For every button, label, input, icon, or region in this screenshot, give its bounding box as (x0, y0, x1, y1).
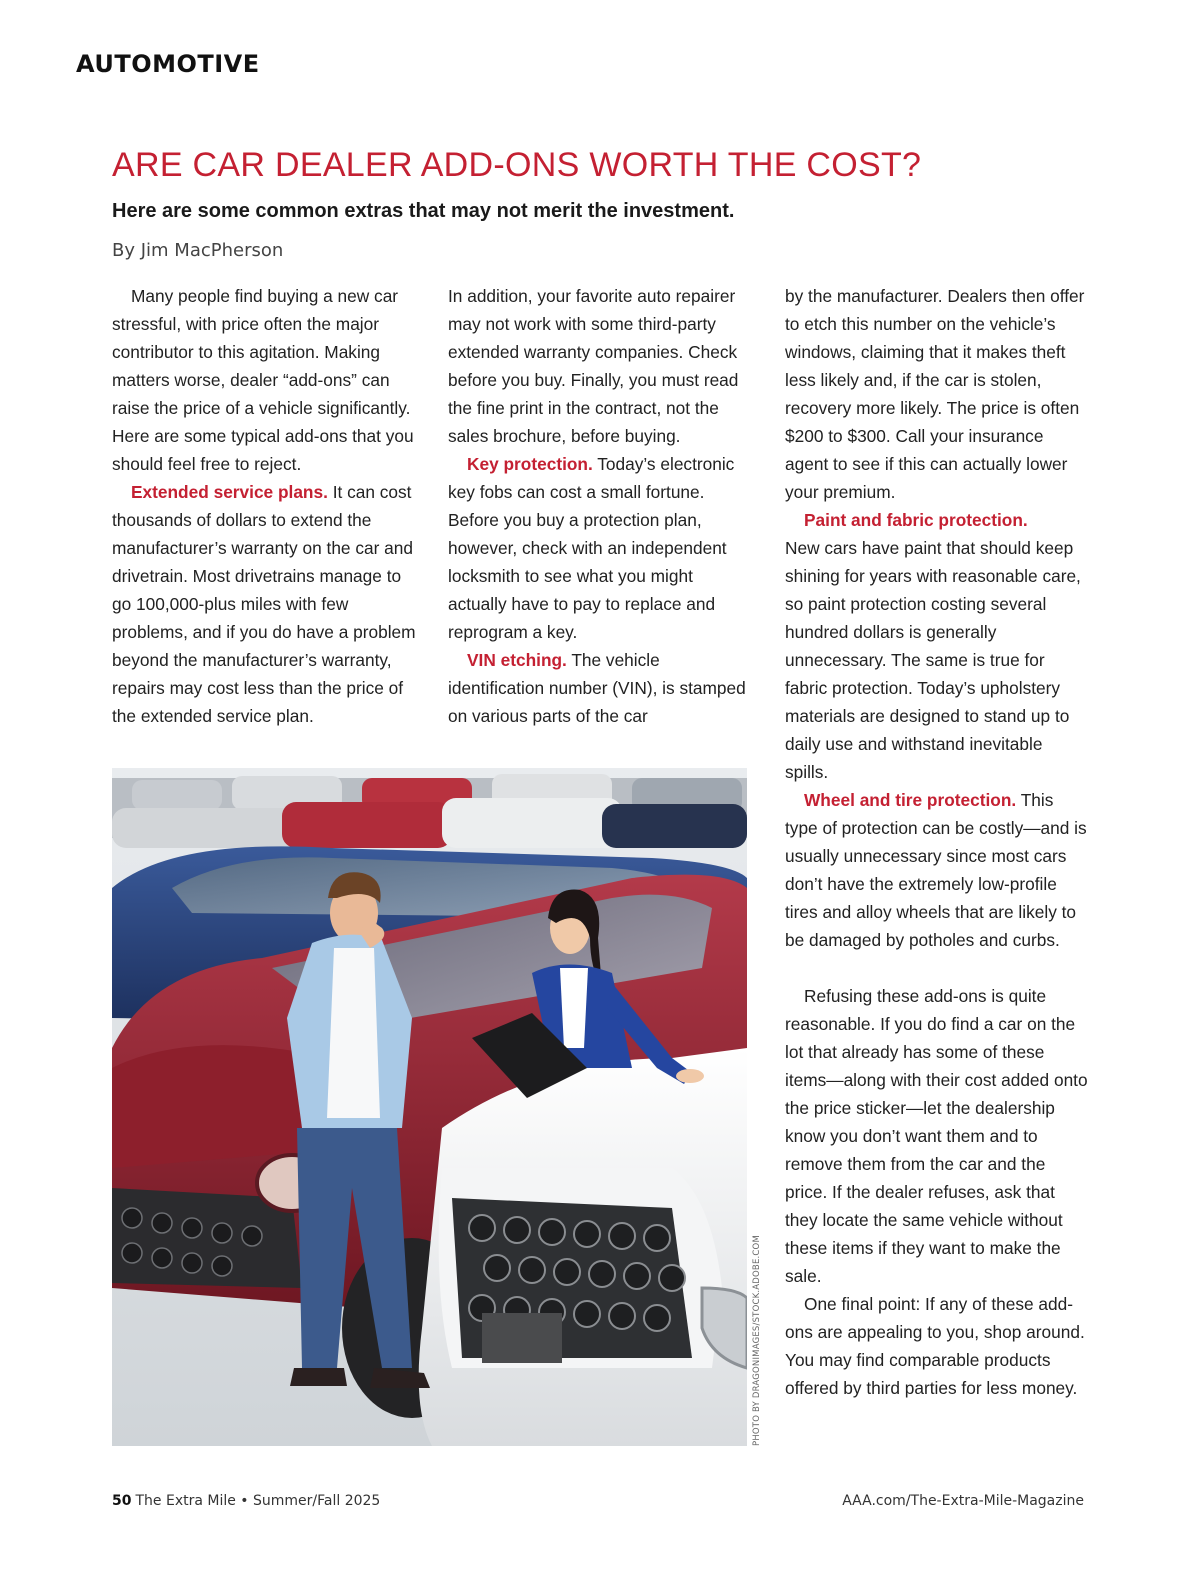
paragraph: Many people find buying a new car stressful, with price often the major contributor to this agitation. Making matters worse, dealer “add-ons” can raise the price of a vehicle significantly. Here are some typical add-ons that you should feel free to reject. (112, 286, 414, 474)
footer-left (112, 1493, 380, 1509)
subhead-paint-fabric-protection: Paint and fabric protection. (804, 510, 1028, 530)
subhead-paint-fabric-protection-line (785, 506, 1090, 534)
paragraph-key-protection (448, 450, 748, 646)
article-column-2 (448, 282, 748, 730)
subhead-extended-service-plans: Extended service plans. (131, 482, 328, 502)
publication-issue: The Extra Mile • Summer/Fall 2025 (135, 1493, 381, 1509)
subhead-wheel-tire-protection: Wheel and tire protection. (804, 790, 1017, 810)
article-headline: ARE CAR DEALER ADD-ONS WORTH THE COST? (112, 146, 922, 184)
paragraph-text: The vehicle identification number (VIN), is stamped on various parts of the car (448, 650, 746, 726)
page-number: 50 (112, 1493, 132, 1509)
paragraph-text: This type of protection can be costly—and is usually unnecessary since most cars don’t have the extremely low-profile tires and alloy wheels that are likely to be damaged by potholes and curbs. (785, 790, 1087, 950)
paragraph-extended-service (112, 478, 417, 730)
footer-url: AAA.com/The-Extra-Mile-Magazine (842, 1493, 1084, 1509)
paragraph-vin-etching (448, 646, 748, 730)
article-dek: Here are some common extras that may not merit the investment. (112, 200, 735, 222)
subhead-vin-etching: VIN etching. (467, 650, 567, 670)
paragraph-wheel-tire (785, 786, 1090, 954)
photo-credit: PHOTO BY DRAGONIMAGES/STOCK.ADOBE.COM (752, 1235, 762, 1446)
paragraph-text: It can cost thousands of dollars to extend the manufacturer’s warranty on the car and drivetrain. Most drivetrains manage to go 100,000-plus miles with few problems, and if you do have a problem beyond the manufacturer’s warranty, repairs may cost less than the price of the extended service plan. (112, 482, 416, 726)
article-photo (112, 768, 747, 1446)
paragraph-paint-fabric: New cars have paint that should keep shining for years with reasonable care, so paint protection costing several hundred dollars is generally unnecessary. The same is true for fabric protection. Today’s upholstery materials are designed to stand up to daily use and withstand inevitable spills. (785, 538, 1081, 782)
paragraph: One final point: If any of these add-ons are appealing to you, shop around. You may find comparable products offered by third parties for less money. (785, 1294, 1085, 1398)
subhead-key-protection: Key protection. (467, 454, 593, 474)
article-column-3 (785, 282, 1090, 1402)
byline: By Jim MacPherson (112, 240, 284, 261)
paragraph: In addition, your favorite auto repairer may not work with some third-party extended warranty companies. Check before you buy. Finally, you must read the fine print in the contract, not the sales brochure, before buying. (448, 286, 739, 446)
paragraph: by the manufacturer. Dealers then offer to etch this number on the vehicle’s windows, claiming that it makes theft less likely and, if the car is stolen, recovery more likely. The price is often $200 to $300. Call your insurance agent to see if this can actually lower your premium. (785, 286, 1085, 502)
article-column-1 (112, 282, 417, 730)
paragraph-text: Today’s electronic key fobs can cost a small fortune. Before you buy a protection plan, however, check with an independent locksmith to see what you might actually have to pay to replace and reprogram a key. (448, 454, 735, 642)
section-label: AUTOMOTIVE (76, 50, 260, 78)
paragraph: Refusing these add-ons is quite reasonable. If you do find a car on the lot that already has some of these items—along with their cost added onto the price sticker—let the dealership know you don’t want them and to remove them from the car and the price. If the dealer refuses, ask that they locate the same vehicle without these items if they want to make the sale. (785, 986, 1088, 1286)
dealership-lot-illustration (112, 768, 747, 1446)
